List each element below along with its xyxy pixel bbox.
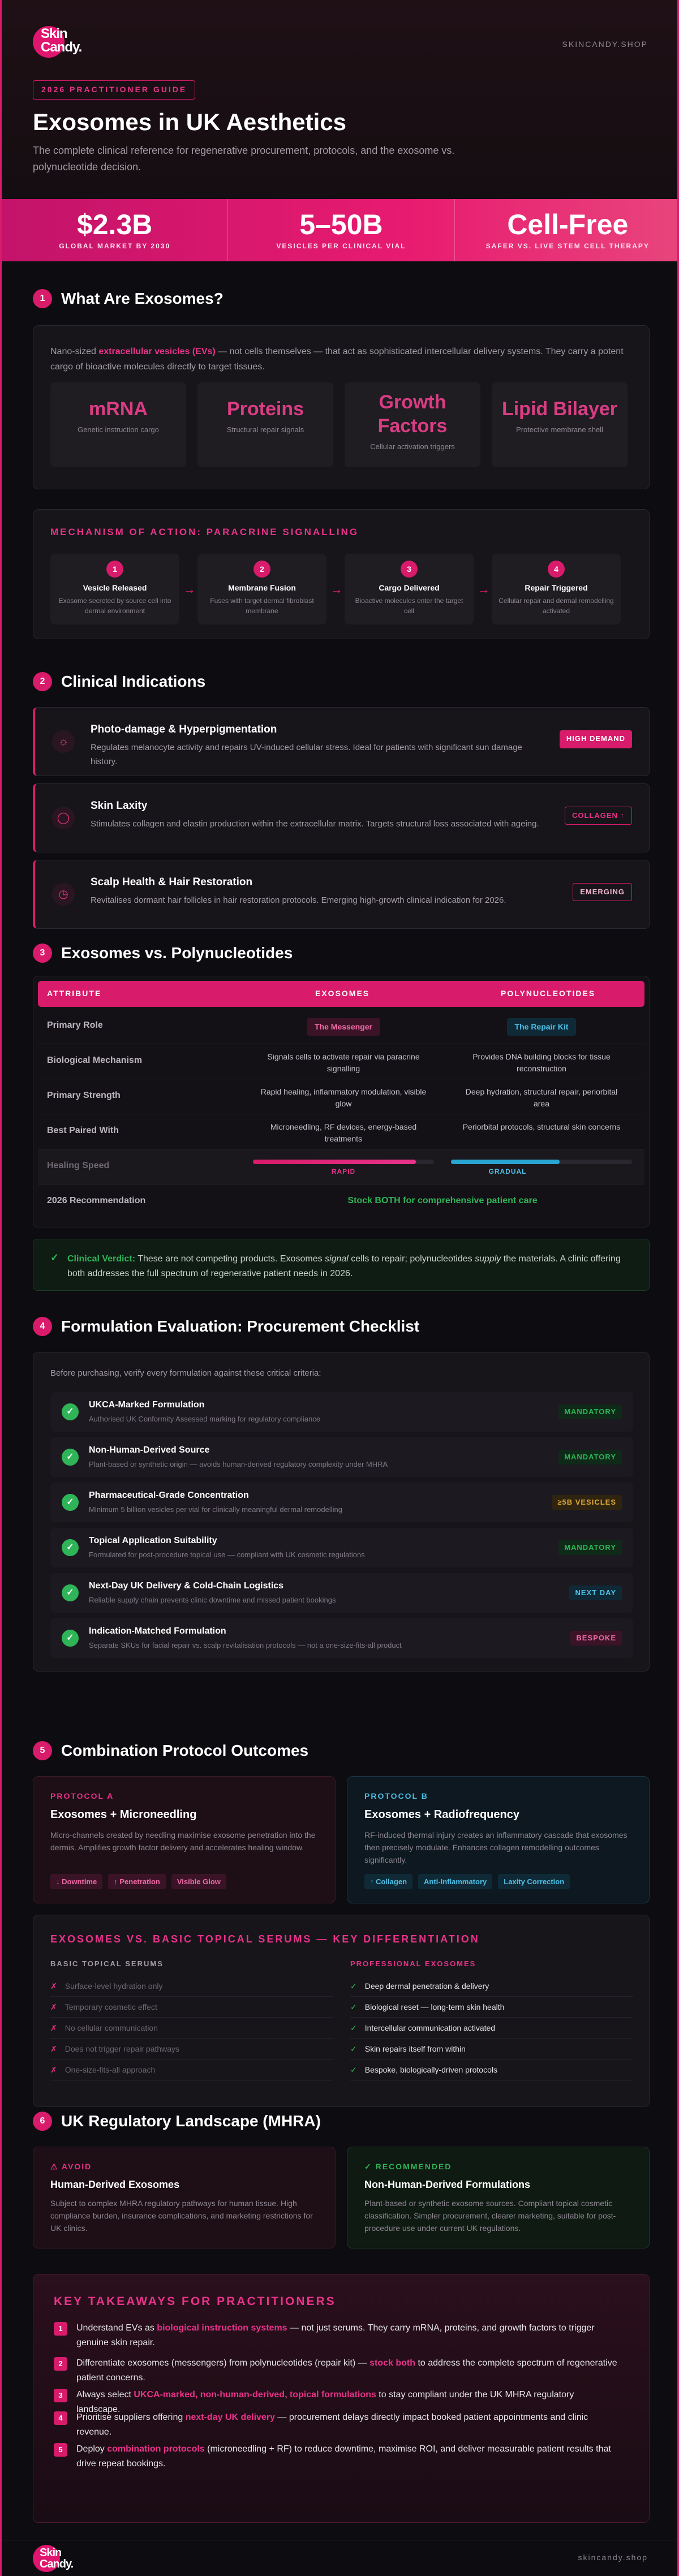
protocol-b-card [347, 1776, 650, 1903]
component-card [197, 382, 333, 467]
cell: Periorbital protocols, structural skin concerns [462, 1122, 621, 1131]
takeaway-number: 5 [54, 2443, 67, 2457]
takeaway-number: 1 [54, 2322, 67, 2336]
step-title: Vesicle Released [83, 583, 147, 592]
page-title: Exosomes in UK Aesthetics [33, 109, 346, 135]
stat-value: $2.3B [76, 209, 153, 240]
verdict-text: the materials. A clinic offering both addresses the full spectrum of regenerative patient needs in 2026. [67, 1254, 621, 1278]
benefit-pill: Laxity Correction [498, 1874, 570, 1889]
list-item-text: Deep dermal penetration & delivery [364, 1981, 489, 1991]
check-icon: ✓ [350, 2044, 357, 2053]
logo-text: Skin [40, 2547, 62, 2559]
table-header [38, 981, 644, 1007]
indication-card [33, 783, 650, 852]
check-icon: ✓ [350, 2065, 357, 2074]
takeaway-number: 2 [54, 2357, 67, 2371]
requirement-badge: MANDATORY [558, 1540, 622, 1555]
takeaway-highlight: combination protocols [107, 2444, 205, 2454]
indication-desc: Regulates melanocyte activity and repairs UV-induced cellular stress. Ideal for patients with significant sun damage history. [91, 743, 522, 766]
cell: Provides DNA building blocks for tissue reconstruction [472, 1052, 611, 1073]
takeaway-number: 4 [54, 2411, 67, 2425]
table-row [38, 1149, 644, 1184]
check-icon: ✓ [350, 2002, 357, 2011]
step-number: 1 [106, 561, 123, 578]
cell: Deep hydration, structural repair, periorbital area [465, 1087, 618, 1108]
indication-desc: Stimulates collagen and elastin production within the extracellular matrix. Targets structural loss associated with ageing. [91, 819, 539, 829]
checklist-desc: Authorised UK Conformity Assessed marking for regulatory compliance [89, 1415, 320, 1423]
indication-card [33, 707, 650, 776]
checklist-title: Indication-Matched Formulation [89, 1626, 226, 1636]
column-heading: PROFESSIONAL EXOSOMES [350, 1959, 476, 1968]
column-header: ATTRIBUTE [47, 989, 102, 998]
list-item-text: Skin repairs itself from within [364, 2044, 466, 2053]
requirement-badge: NEXT DAY [569, 1586, 622, 1600]
mechanism-step [50, 554, 179, 624]
component-name: Lipid Bilayer [501, 398, 618, 420]
check-icon: ✓ [62, 1494, 79, 1511]
section-heading [33, 1315, 419, 1338]
step-desc: Bioactive molecules enter the target cell [355, 597, 463, 615]
component-name: Proteins [226, 398, 304, 420]
verdict-label: Clinical Verdict: [67, 1254, 136, 1264]
takeaway-text: (microneedling + RF) to reduce downtime, maximise ROI, and deliver measurable patient results that drive repeat bookings. [76, 2444, 611, 2469]
checklist-title: Topical Application Suitability [89, 1536, 217, 1545]
stat-label: GLOBAL MARKET BY 2030 [59, 242, 171, 250]
logo-text: Candy. [40, 2558, 74, 2570]
component-name: mRNA [89, 398, 148, 420]
check-icon: ✓ [350, 1981, 357, 1991]
protocol-label: PROTOCOL B [364, 1791, 428, 1800]
stat-label: SAFER VS. LIVE STEM CELL THERAPY [485, 242, 650, 250]
speed-bar-exosomes [253, 1160, 416, 1164]
takeaway-text: Always select [76, 2390, 134, 2400]
indication-card [33, 860, 650, 929]
logo-text: Candy. [41, 40, 82, 55]
list-item [350, 2018, 633, 2039]
takeaway-text: to address the complete spectrum of regenerative patient concerns. [76, 2358, 617, 2383]
list-item [350, 1997, 633, 2018]
list-item [350, 1976, 633, 1997]
table-row [38, 1009, 644, 1044]
check-icon: ✓ [62, 1403, 79, 1420]
takeaway-text: Differentiate exosomes (messengers) from polynucleotides (repair kit) — [76, 2358, 370, 2368]
recommended-card [347, 2147, 650, 2248]
check-icon: ✓ [62, 1449, 79, 1466]
status-badge: COLLAGEN ↑ [565, 807, 632, 825]
section-heading [33, 670, 205, 693]
table-row [38, 1184, 644, 1220]
list-item [50, 2039, 333, 2060]
requirement-badge: BESPOKE [570, 1631, 622, 1645]
row-attribute: Primary Role [47, 1020, 103, 1030]
role-pill: The Repair Kit [507, 1018, 577, 1036]
list-item [50, 1997, 333, 2018]
takeaway-text: — not just serums. They carry mRNA, proteins, and growth factors to trigger genuine skin repair. [76, 2323, 595, 2347]
exosome-definition-card [33, 325, 650, 489]
checklist-item [50, 1618, 633, 1658]
table-row [38, 1114, 644, 1149]
checklist-item [50, 1483, 633, 1522]
intro-part: — not cells themselves — that act as sophisticated intercellular delivery systems. They carry a potent cargo of bioactive molecules directly to target tissues. [50, 347, 624, 372]
column-header: EXOSOMES [315, 989, 370, 998]
arrow-icon: → [183, 582, 196, 596]
stat [455, 199, 679, 261]
row-attribute: 2026 Recommendation [47, 1196, 146, 1205]
takeaway-text: Understand EVs as [76, 2323, 157, 2333]
footer-site-link[interactable]: skincandy.shop [578, 2553, 648, 2562]
intro-highlight: extracellular vesicles (EVs) [98, 347, 216, 356]
protocol-label: PROTOCOL A [50, 1791, 114, 1800]
list-item-text: Surface-level hydration only [65, 1981, 163, 1991]
section-heading [33, 1739, 308, 1762]
stat-label: VESICLES PER CLINICAL VIAL [276, 242, 406, 250]
stat-value: 5–50B [299, 209, 383, 240]
checklist-title: Non-Human-Derived Source [89, 1445, 210, 1455]
list-item [50, 2060, 333, 2080]
key-takeaways [33, 2274, 650, 2523]
checklist-desc: Plant-based or synthetic origin — avoids human-derived regulatory complexity under MHRA [89, 1460, 388, 1468]
list-item-text: Temporary cosmetic effect [65, 2002, 157, 2011]
takeaway-highlight: stock both [369, 2358, 416, 2368]
benefit-pill: Visible Glow [171, 1874, 226, 1889]
row-attribute: Best Paired With [47, 1126, 119, 1135]
step-number: 3 [401, 561, 418, 578]
benefit-pill: Anti-Inflammatory [418, 1874, 492, 1889]
cross-icon: ✗ [50, 2002, 57, 2011]
indication-title: Skin Laxity [91, 800, 148, 812]
list-item-text: Bespoke, biologically-driven protocols [364, 2065, 497, 2074]
recommended-desc: Plant-based or synthetic exosome sources. Compliant topical cosmetic classification. Simpler procurement, clearer marketing, suitable for post-procedure use under current UK regulations. [364, 2199, 616, 2233]
basic-serums-column [50, 1959, 333, 2080]
takeaway-text: Prioritise suppliers offering [76, 2413, 186, 2422]
protocol-title: Exosomes + Radiofrequency [364, 1808, 519, 1821]
section-number: 1 [33, 289, 52, 308]
step-desc: Fuses with target dermal fibroblast membrane [210, 597, 314, 615]
logo[interactable] [33, 23, 89, 62]
benefit-pill: ↓ Downtime [50, 1874, 102, 1889]
step-number: 2 [253, 561, 270, 578]
check-icon: ✓ [50, 1252, 59, 1263]
mechanism-step [345, 554, 474, 624]
cross-icon: ✗ [50, 2044, 57, 2053]
component-desc: Cellular activation triggers [370, 442, 455, 451]
step-desc: Exosome secreted by source cell into dermal environment [58, 597, 171, 615]
stat [2, 199, 228, 261]
list-item [350, 2039, 633, 2060]
protocol-desc: RF-induced thermal injury creates an inflammatory cascade that exosomes then precisely modulate. Enhances collagen remodelling outcomes significantly. [364, 1830, 628, 1864]
checklist-item [50, 1437, 633, 1477]
row-attribute: Primary Strength [47, 1091, 121, 1100]
list-item-text: Biological reset — long-term skin health [364, 2002, 505, 2011]
arrow-icon: → [330, 582, 343, 596]
verdict-text: signal [325, 1254, 349, 1264]
list-item [350, 2060, 633, 2080]
step-number: 4 [548, 561, 565, 578]
mechanism-card [33, 509, 650, 639]
check-icon: ✓ [62, 1584, 79, 1601]
professional-exosomes-column [350, 1959, 633, 2080]
component-card [50, 382, 186, 467]
section-number: 3 [33, 944, 52, 963]
takeaway-text: — procurement delays directly impact booked patient appointments and clinic revenue. [76, 2413, 588, 2437]
verdict-text: cells to repair; polynucleotides [348, 1254, 475, 1264]
intro-text [50, 344, 628, 374]
component-card [345, 382, 480, 467]
checklist-desc: Reliable supply chain prevents clinic downtime and missed patient bookings [89, 1596, 336, 1604]
benefit-pill: ↑ Penetration [108, 1874, 166, 1889]
guide-tag: 2026 PRACTITIONER GUIDE [33, 80, 195, 100]
logo-text: Skin [41, 26, 67, 41]
stats-band [2, 199, 679, 261]
step-title: Repair Triggered [525, 583, 588, 592]
arrow-icon: → [478, 582, 490, 596]
check-icon: ✓ [350, 2023, 357, 2032]
section-number: 5 [33, 1741, 52, 1760]
component-name: Growth Factors [377, 391, 448, 437]
step-title: Membrane Fusion [228, 583, 296, 592]
avoid-label: ⚠ AVOID [50, 2162, 92, 2171]
list-item-text: One-size-fits-all approach [65, 2065, 156, 2074]
status-badge: EMERGING [573, 883, 632, 901]
avoid-desc: Subject to complex MHRA regulatory pathways for human tissue. High compliance burden, insurance complications, and marketing restrictions for UK clinics. [50, 2199, 313, 2233]
row-attribute: Biological Mechanism [47, 1056, 143, 1065]
procurement-checklist [33, 1352, 650, 1672]
benefit-pill: ↑ Collagen [364, 1874, 412, 1889]
section-heading [33, 942, 293, 964]
component-desc: Protective membrane shell [516, 425, 603, 434]
list-item-text: Does not trigger repair pathways [65, 2044, 180, 2053]
takeaway-text: to stay compliant under the UK MHRA regulatory landscape. [76, 2390, 574, 2414]
protocol-desc: Micro-channels created by needling maximise exosome penetration into the dermis. Amplifies growth factor delivery and accelerates healing window. [50, 1830, 316, 1852]
component-card [492, 382, 628, 467]
takeaway-number: 3 [54, 2389, 67, 2402]
sun-icon: ☼ [52, 730, 75, 753]
protocol-title: Exosomes + Microneedling [50, 1808, 197, 1821]
role-pill: The Messenger [307, 1018, 380, 1036]
shield-icon: ◯ [52, 807, 75, 829]
step-title: Cargo Delivered [379, 583, 440, 592]
section-title: Combination Protocol Outcomes [61, 1742, 309, 1759]
checklist-title: UKCA-Marked Formulation [89, 1400, 205, 1410]
avoid-card [33, 2147, 336, 2248]
column-header: POLYNUCLEOTIDES [501, 989, 596, 998]
recommended-label: ✓ RECOMMENDED [364, 2162, 452, 2171]
checklist-desc: Separate SKUs for facial repair vs. scalp revitalisation protocols — not a one-size-fits-all product [89, 1641, 402, 1649]
cross-icon: ✗ [50, 2065, 57, 2074]
checklist-desc: Formulated for post-procedure topical use — compliant with UK cosmetic regulations [89, 1550, 365, 1559]
recommended-title: Non-Human-Derived Formulations [364, 2179, 531, 2190]
verdict-text: These are not competing products. Exosomes [135, 1254, 325, 1264]
table-row [38, 1079, 644, 1114]
list-item-text: Intercellular communication activated [364, 2023, 496, 2032]
speed-label: RAPID [331, 1168, 356, 1175]
section-title: UK Regulatory Landscape (MHRA) [61, 2112, 321, 2130]
checklist-title: Pharmaceutical-Grade Concentration [89, 1491, 249, 1500]
stat [228, 199, 454, 261]
component-desc: Genetic instruction cargo [78, 425, 159, 434]
clinical-verdict [33, 1239, 650, 1291]
checklist-title: Next-Day UK Delivery & Cold-Chain Logistics [89, 1581, 284, 1591]
checklist-item [50, 1528, 633, 1567]
takeaway-highlight: UKCA-marked, non-human-derived, topical formulations [134, 2390, 376, 2400]
component-desc: Structural repair signals [226, 425, 304, 434]
section-title: Exosomes vs. Polynucleotides [61, 944, 293, 962]
intro-part: Nano-sized [50, 347, 99, 356]
table-row [38, 1044, 644, 1079]
clock-icon: ◷ [52, 883, 75, 906]
checklist-intro: Before purchasing, verify every formulation against these critical criteria: [50, 1368, 321, 1378]
differentiation-card [33, 1915, 650, 2107]
footer-logo[interactable] [33, 2540, 89, 2576]
section-number: 4 [33, 1317, 52, 1336]
speed-label: GRADUAL [488, 1168, 527, 1175]
indication-title: Photo-damage & Hyperpigmentation [91, 723, 277, 735]
list-item-text: No cellular communication [65, 2023, 158, 2032]
section-number: 6 [33, 2112, 52, 2131]
protocol-a-card [33, 1776, 336, 1903]
takeaways-title: KEY TAKEAWAYS FOR PRACTITIONERS [54, 2295, 336, 2308]
takeaway-highlight: biological instruction systems [157, 2323, 287, 2333]
cell: Signals cells to activate repair via paracrine signalling [267, 1052, 420, 1073]
takeaway-text: Deploy [76, 2444, 108, 2454]
section-number: 2 [33, 672, 52, 691]
checklist-item [50, 1573, 633, 1613]
cell: Microneedling, RF devices, energy-based treatments [270, 1122, 417, 1143]
section-heading [33, 287, 224, 310]
list-item [50, 1976, 333, 1997]
check-icon: ✓ [62, 1539, 79, 1556]
speed-bar-polynucleotides [451, 1160, 560, 1164]
check-icon: ✓ [62, 1630, 79, 1647]
header [2, 0, 679, 198]
verdict-text: supply [475, 1254, 501, 1264]
list-item [50, 2018, 333, 2039]
takeaway-highlight: next-day UK delivery [185, 2413, 275, 2422]
requirement-badge: MANDATORY [558, 1450, 622, 1464]
row-attribute: Healing Speed [47, 1161, 110, 1170]
checklist-item [50, 1392, 633, 1432]
step-desc: Cellular repair and dermal remodelling activated [498, 597, 614, 615]
site-link[interactable]: SKINCANDY.SHOP [562, 40, 648, 49]
status-badge: HIGH DEMAND [560, 730, 632, 748]
mechanism-step [492, 554, 621, 624]
section-heading [33, 2110, 321, 2133]
requirement-badge: MANDATORY [558, 1405, 622, 1419]
recommendation: Stock BOTH for comprehensive patient care [347, 1196, 538, 1205]
mechanism-title: MECHANISM OF ACTION: PARACRINE SIGNALLING [50, 527, 359, 537]
footer [2, 2540, 679, 2576]
section-title: Formulation Evaluation: Procurement Checklist [61, 1317, 420, 1335]
mechanism-step [197, 554, 326, 624]
section-title: What Are Exosomes? [61, 290, 224, 307]
indication-desc: Revitalises dormant hair follicles in hair restoration protocols. Emerging high-growth clinical indication for 2026. [91, 895, 506, 905]
requirement-badge: ≥5B VESICLES [552, 1495, 622, 1510]
indication-title: Scalp Health & Hair Restoration [91, 876, 253, 888]
stat-value: Cell-Free [507, 209, 629, 240]
cross-icon: ✗ [50, 1981, 57, 1991]
cell: Rapid healing, inflammatory modulation, visible glow [260, 1087, 427, 1108]
avoid-title: Human-Derived Exosomes [50, 2179, 180, 2190]
differentiation-title: EXOSOMES VS. BASIC TOPICAL SERUMS — KEY DIFFERENTIATION [50, 1933, 480, 1945]
section-title: Clinical Indications [61, 673, 206, 690]
checklist-desc: Minimum 5 billion vesicles per vial for clinically meaningful dermal remodelling [89, 1505, 342, 1514]
column-heading: BASIC TOPICAL SERUMS [50, 1959, 164, 1968]
comparison-table [33, 976, 650, 1227]
page-subtitle: The complete clinical reference for regenerative procurement, protocols, and the exosome vs. polynucleotide decision. [33, 145, 455, 173]
cross-icon: ✗ [50, 2023, 57, 2032]
